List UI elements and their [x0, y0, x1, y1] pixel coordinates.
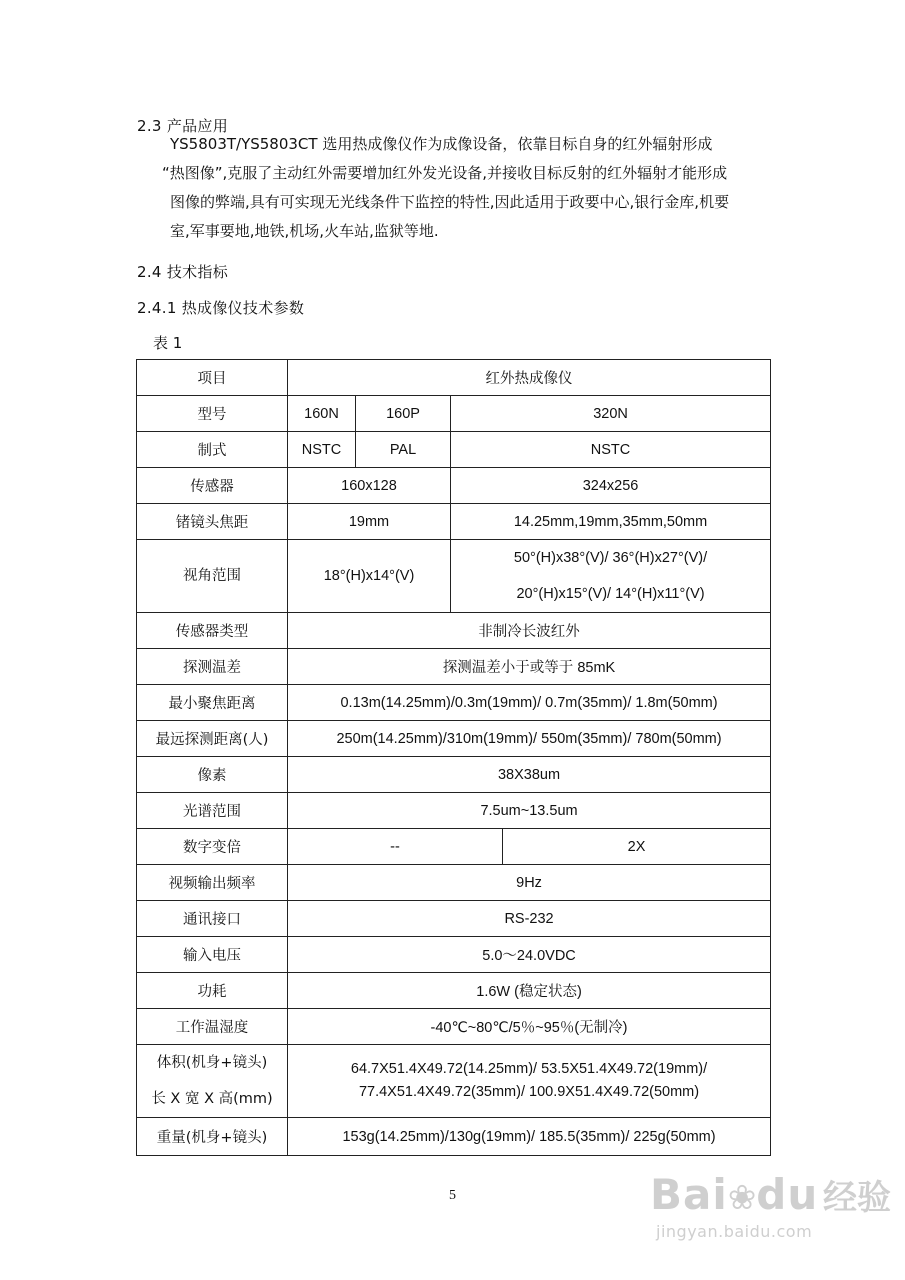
- table-row: [137, 757, 771, 793]
- cell-line: 体积(机身+镜头): [156, 1055, 268, 1071]
- cell-line: 50°(H)x38°(V)/ 36°(H)x27°(V)/: [513, 550, 708, 566]
- cell-value: 324x256: [451, 468, 771, 504]
- row-label: 型号: [137, 396, 288, 432]
- row-label: 功耗: [137, 973, 288, 1009]
- watermark-brand-text: Bai: [650, 1170, 728, 1219]
- cell-value: [451, 540, 771, 613]
- cell-value: 38X38um: [288, 757, 771, 793]
- row-label: 工作温湿度: [137, 1009, 288, 1045]
- section-2-3-paragraph: [162, 130, 785, 246]
- row-label: 探测温差: [137, 649, 288, 685]
- cell-value: NSTC: [451, 432, 771, 468]
- table-row: [137, 504, 771, 540]
- row-label: 制式: [137, 432, 288, 468]
- spec-table: [136, 359, 771, 1156]
- table-row: [137, 1009, 771, 1045]
- table-row: [137, 973, 771, 1009]
- cell-value: 2X: [503, 829, 771, 865]
- cell-value: 1.6W (稳定状态): [288, 973, 771, 1009]
- table-row: [137, 685, 771, 721]
- row-label: 最远探测距离(人): [137, 721, 288, 757]
- paw-icon: ❀: [727, 1178, 757, 1218]
- row-label: 传感器类型: [137, 613, 288, 649]
- row-label: 锗镜头焦距: [137, 504, 288, 540]
- table-row: [137, 396, 771, 432]
- table-row: [137, 360, 771, 396]
- cell-value: 160P: [356, 396, 451, 432]
- table-row: [137, 649, 771, 685]
- cell-line: 20°(H)x15°(V)/ 14°(H)x11°(V): [516, 586, 705, 602]
- cell-value: 0.13m(14.25mm)/0.3m(19mm)/ 0.7m(35mm)/ 1.8m(50mm): [288, 685, 771, 721]
- cell-value: 320N: [451, 396, 771, 432]
- cell-value: 7.5um~13.5um: [288, 793, 771, 829]
- cell-value: 18°(H)x14°(V): [288, 540, 451, 613]
- cell-value: --: [288, 829, 503, 865]
- row-label: 通讯接口: [137, 901, 288, 937]
- cell-value: -40℃~80℃/5％~95％(无制冷): [288, 1009, 771, 1045]
- table-row: [137, 1118, 771, 1156]
- section-2-4-1-heading: 2.4.1 热成像仪技术参数: [137, 299, 305, 317]
- table-row: [137, 1045, 771, 1118]
- table-caption: 表 1: [153, 334, 183, 352]
- cell-value: 探测温差小于或等于 85mK: [288, 649, 771, 685]
- cell-value: 14.25mm,19mm,35mm,50mm: [451, 504, 771, 540]
- table-row: [137, 793, 771, 829]
- cell-value: 160x128: [288, 468, 451, 504]
- page-number: 5: [449, 1188, 456, 1203]
- section-2-4-heading: 2.4 技术指标: [137, 263, 229, 281]
- cell-value: 5.0～24.0VDC: [288, 937, 771, 973]
- row-label: 传感器: [137, 468, 288, 504]
- row-label: 像素: [137, 757, 288, 793]
- baidu-watermark: [650, 1170, 892, 1241]
- cell-value: [288, 1045, 771, 1118]
- watermark-cn-text: 经验: [823, 1178, 892, 1218]
- paragraph-line: 室,军事要地,地铁,机场,火车站,监狱等地.: [170, 222, 439, 240]
- row-label: [137, 1045, 288, 1118]
- cell-value: 非制冷长波红外: [288, 613, 771, 649]
- table-row: [137, 937, 771, 973]
- cell-line: 64.7X51.4X49.72(14.25mm)/ 53.5X51.4X49.72(19mm)/: [350, 1061, 708, 1077]
- table-row: [137, 865, 771, 901]
- cell-value: 153g(14.25mm)/130g(19mm)/ 185.5(35mm)/ 225g(50mm): [288, 1118, 771, 1156]
- table-row: [137, 829, 771, 865]
- table-row: [137, 613, 771, 649]
- table-row: [137, 468, 771, 504]
- table-row: [137, 540, 771, 613]
- row-label: 重量(机身+镜头): [137, 1118, 288, 1156]
- table-row: [137, 721, 771, 757]
- cell-value: 160N: [288, 396, 356, 432]
- watermark-brand-text: du: [756, 1170, 819, 1219]
- row-label: 视频输出频率: [137, 865, 288, 901]
- cell-value: 9Hz: [288, 865, 771, 901]
- cell-value: 红外热成像仪: [288, 360, 771, 396]
- cell-value: NSTC: [288, 432, 356, 468]
- cell-value: 19mm: [288, 504, 451, 540]
- table-row: [137, 432, 771, 468]
- row-label: 光谱范围: [137, 793, 288, 829]
- row-label: 输入电压: [137, 937, 288, 973]
- cell-value: PAL: [356, 432, 451, 468]
- section-2-3-heading: 2.3 产品应用: [137, 117, 229, 135]
- row-label: 视角范围: [137, 540, 288, 613]
- table-row: [137, 901, 771, 937]
- paragraph-line: “热图像”,克服了主动红外需要增加红外发光设备,并接收目标反射的红外辐射才能形成: [162, 164, 728, 182]
- paragraph-line: YS5803T/YS5803CT 选用热成像仪作为成像设备，依靠目标自身的红外辐射形成: [170, 135, 713, 153]
- row-label: 数字变倍: [137, 829, 288, 865]
- watermark-url: jingyan.baidu.com: [656, 1222, 813, 1241]
- row-label: 最小聚焦距离: [137, 685, 288, 721]
- cell-line: 长 X 宽 X 高(mm): [151, 1091, 273, 1107]
- cell-value: 250m(14.25mm)/310m(19mm)/ 550m(35mm)/ 780m(50mm): [288, 721, 771, 757]
- paragraph-line: 图像的弊端,具有可实现无光线条件下监控的特性,因此适用于政要中心,银行金库,机要: [170, 193, 730, 211]
- row-label: 项目: [137, 360, 288, 396]
- cell-value: RS-232: [288, 901, 771, 937]
- cell-line: 77.4X51.4X49.72(35mm)/ 100.9X51.4X49.72(50mm): [358, 1084, 700, 1100]
